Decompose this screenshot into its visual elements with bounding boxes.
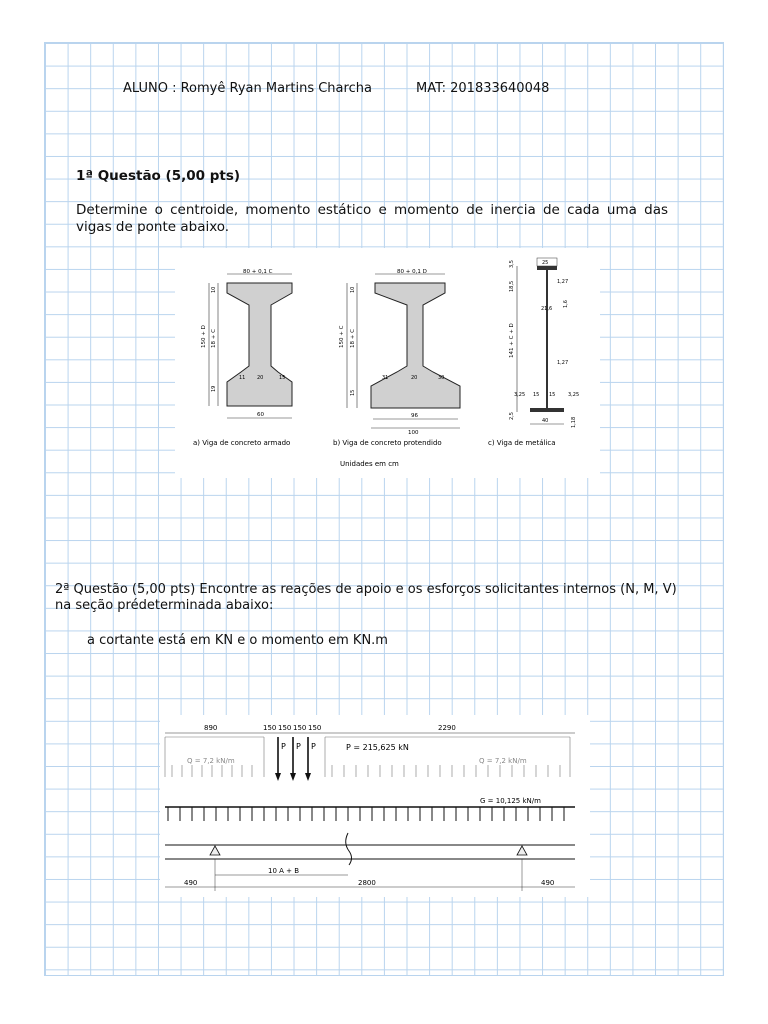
right-dist-load-label: Q = 7,2 kN/m [479,757,527,765]
beam-b-bottom-width-1: 96 [411,413,418,419]
beam-c-plate-dim: 1,18 [571,416,577,428]
self-weight-label: G = 10,125 kN/m [480,797,541,805]
left-support [210,846,220,855]
dim-150-4: 150 [308,724,322,732]
beam-sections-drawing [175,248,600,478]
beam-a-bottom-width: 60 [257,412,264,418]
beam-c-bottom-dim: 2,5 [509,412,515,420]
question1-title: 1ª Questão (5,00 pts) [76,168,241,184]
beam-b-height: 150 + C [339,325,345,348]
beam-b-web-height: 18 + C [350,329,356,348]
beam-c-bottom-width: 40 [542,418,549,424]
beam-b-web-dim-3: 30 [438,375,445,381]
beam-a-web-dim-1: 11 [239,375,246,381]
dim-150-1: 150 [263,724,277,732]
point-load-value: P = 215,625 kN [346,743,409,752]
beam-a-bottom-dim: 19 [211,385,217,392]
beam-c-dim-2: 18,5 [509,280,515,292]
units-caption: Unidades em cm [340,460,399,468]
beam-b-flange-dim: 10 [350,286,356,293]
question2-text: 2ª Questão (5,00 pts) Encontre as reações de apoio e os esforços solicitantes internos (N, M, V) na seção prédeterminada abaixo: [55,582,677,613]
student-registration: MAT: 201833640048 [416,81,550,96]
bottom-dim-middle: 2800 [358,879,376,887]
beam-b-bottom-width-2: 100 [408,430,419,436]
dim-150-2: 150 [278,724,292,732]
left-dist-load-label: Q = 7,2 kN/m [187,757,235,765]
beam-c-height: 141 + C + D [509,323,515,358]
point-load-p1: P [281,742,286,751]
beam-a-height: 150 + D [201,325,207,348]
beam-a-caption: a) Viga de concreto armado [193,439,291,447]
dim-890: 890 [204,724,218,732]
dim-2290: 2290 [438,724,456,732]
beam-loading-drawing [160,715,590,897]
beam-c-bottom-dim-4: 3,25 [568,392,580,398]
beam-c-web-dim-2: 21,6 [541,306,553,312]
beam-c-caption: c) Viga de metálica [488,439,556,447]
section-cut-mark [346,833,352,865]
section-distance-label: 10 A + B [268,867,300,875]
question1-text: Determine o centroide, momento estático e momento de inercia de cada uma das vigas de ponte abaixo. [76,202,668,235]
beam-a-web-dim-2: 20 [257,375,264,381]
beam-c-web-dim-3: 1,6 [563,300,569,308]
beam-b-top-width: 80 + 0,1 D [397,269,427,275]
question2-note: a cortante está em KN e o momento em KN.m [87,633,388,648]
beam-c-section [488,258,579,447]
beam-c-bottom-dim-2: 15 [533,392,540,398]
beam-a-web-height: 18 + C [211,329,217,348]
beam-a-web-dim-3: 15 [279,375,286,381]
student-name: ALUNO : Romyê Ryan Martins Charcha [123,81,372,96]
beam-c-flange-dim: 3,5 [509,260,515,268]
beam-a-top-width: 80 + 0,1 C [243,269,273,275]
beam-b-web-dim-1: 31 [382,375,389,381]
dim-150-3: 150 [293,724,307,732]
bottom-dim-right: 490 [541,879,555,887]
beam-c-top-width: 25 [542,260,549,266]
beam-b-caption: b) Viga de concreto protendido [333,439,442,447]
beam-loading-figure [160,715,590,897]
beam-a-section [193,269,292,447]
beam-b-bottom-dim: 15 [350,389,356,396]
beam-c-bottom-dim-3: 15 [549,392,556,398]
beam-sections-figure [175,248,600,478]
beam-b-web-dim-2: 20 [411,375,418,381]
beam-c-bottom-dim-1: 3,25 [514,392,526,398]
point-load-p3: P [311,742,316,751]
beam-c-web-dim-1: 1,27 [557,279,569,285]
right-support [517,846,527,855]
bottom-dim-left: 490 [184,879,198,887]
point-load-p2: P [296,742,301,751]
beam-b-section [333,269,460,468]
beam-a-flange-dim: 10 [211,286,217,293]
beam-c-web-dim-4: 1,27 [557,360,569,366]
